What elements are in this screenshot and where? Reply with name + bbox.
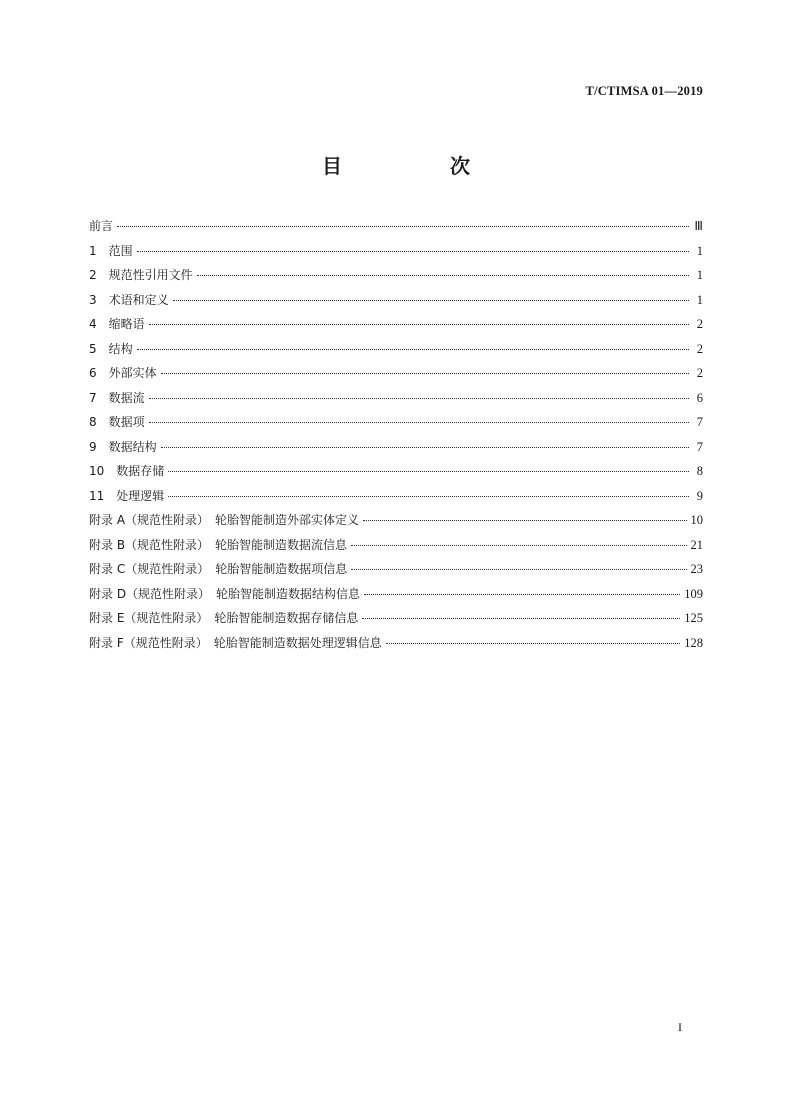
page-title-text: 目 次 bbox=[322, 154, 514, 178]
toc-entry-label: 4 缩略语 bbox=[89, 317, 145, 331]
toc-leader-dots bbox=[117, 214, 689, 227]
toc-entry-label: 10 数据存储 bbox=[89, 464, 165, 478]
toc-entry-page: 1 bbox=[696, 243, 703, 258]
page-title bbox=[0, 150, 792, 179]
toc-entry-page: 1 bbox=[696, 268, 703, 282]
toc-entry-page: 9 bbox=[696, 488, 703, 503]
toc-entry-page: 7 bbox=[696, 439, 703, 454]
toc-entry-label: 6 外部实体 bbox=[89, 366, 157, 380]
toc-leader-dots bbox=[197, 263, 689, 276]
toc-leader-dots bbox=[137, 337, 689, 350]
toc-entry-page: 6 bbox=[696, 390, 703, 405]
toc-entry-page: 2 bbox=[696, 366, 703, 380]
toc-entry-label: 2 规范性引用文件 bbox=[89, 268, 193, 282]
toc-leader-dots bbox=[161, 435, 689, 448]
toc-leader-dots bbox=[351, 557, 686, 570]
toc-leader-dots bbox=[149, 386, 689, 399]
toc-entry-page: 128 bbox=[684, 635, 703, 650]
toc-leader-dots bbox=[137, 239, 689, 252]
toc-leader-dots bbox=[363, 508, 686, 521]
toc-entry-label: 附录 F（规范性附录） 轮胎智能制造数据处理逻辑信息 bbox=[89, 635, 382, 650]
toc-entry-label: 8 数据项 bbox=[89, 415, 145, 429]
toc-leader-dots bbox=[161, 361, 689, 374]
toc-entry-appendix-f[interactable] bbox=[89, 634, 703, 659]
toc-entry-label: 附录 B（规范性附录） 轮胎智能制造数据流信息 bbox=[89, 537, 348, 552]
toc-entry-label: 11 处理逻辑 bbox=[89, 488, 165, 503]
toc-entry-page: 8 bbox=[696, 464, 703, 478]
toc-entry-page: 10 bbox=[690, 513, 703, 527]
toc-entry-page: 125 bbox=[684, 611, 703, 625]
toc-entry-label: 附录 E（规范性附录） 轮胎智能制造数据存储信息 bbox=[89, 611, 359, 625]
toc-leader-dots bbox=[386, 631, 681, 644]
toc-entry-label: 附录 D（规范性附录） 轮胎智能制造数据结构信息 bbox=[89, 586, 361, 601]
toc-leader-dots bbox=[149, 410, 689, 423]
toc-leader-dots bbox=[149, 312, 689, 325]
page-number: I bbox=[678, 1020, 682, 1034]
toc-entry-label: 前言 bbox=[89, 219, 114, 233]
toc-entry-label: 附录 A（规范性附录） 轮胎智能制造外部实体定义 bbox=[89, 513, 360, 527]
toc-entry-label: 1 范围 bbox=[89, 243, 133, 258]
table-of-contents bbox=[89, 217, 703, 658]
toc-entry-label: 7 数据流 bbox=[89, 390, 145, 405]
toc-leader-dots bbox=[362, 606, 680, 619]
toc-entry-label: 9 数据结构 bbox=[89, 439, 157, 454]
toc-entry-page: 21 bbox=[690, 537, 703, 552]
toc-entry-page: 2 bbox=[696, 317, 703, 331]
toc-entry-page: 2 bbox=[696, 341, 703, 356]
toc-leader-dots bbox=[364, 582, 680, 595]
toc-leader-dots bbox=[173, 288, 689, 301]
toc-entry-page: Ⅲ bbox=[694, 219, 703, 233]
toc-entry-page: 109 bbox=[684, 586, 703, 601]
document-code: T/CTIMSA 01—2019 bbox=[585, 84, 703, 98]
toc-entry-label: 附录 C（规范性附录） 轮胎智能制造数据项信息 bbox=[89, 562, 348, 576]
toc-entry-label: 3 术语和定义 bbox=[89, 292, 169, 307]
toc-entry-page: 1 bbox=[696, 292, 703, 307]
toc-leader-dots bbox=[168, 459, 689, 472]
toc-entry-page: 23 bbox=[690, 562, 703, 576]
toc-leader-dots bbox=[168, 484, 689, 497]
toc-entry-page: 7 bbox=[696, 415, 703, 429]
toc-entry-label: 5 结构 bbox=[89, 341, 133, 356]
toc-leader-dots bbox=[351, 533, 686, 546]
